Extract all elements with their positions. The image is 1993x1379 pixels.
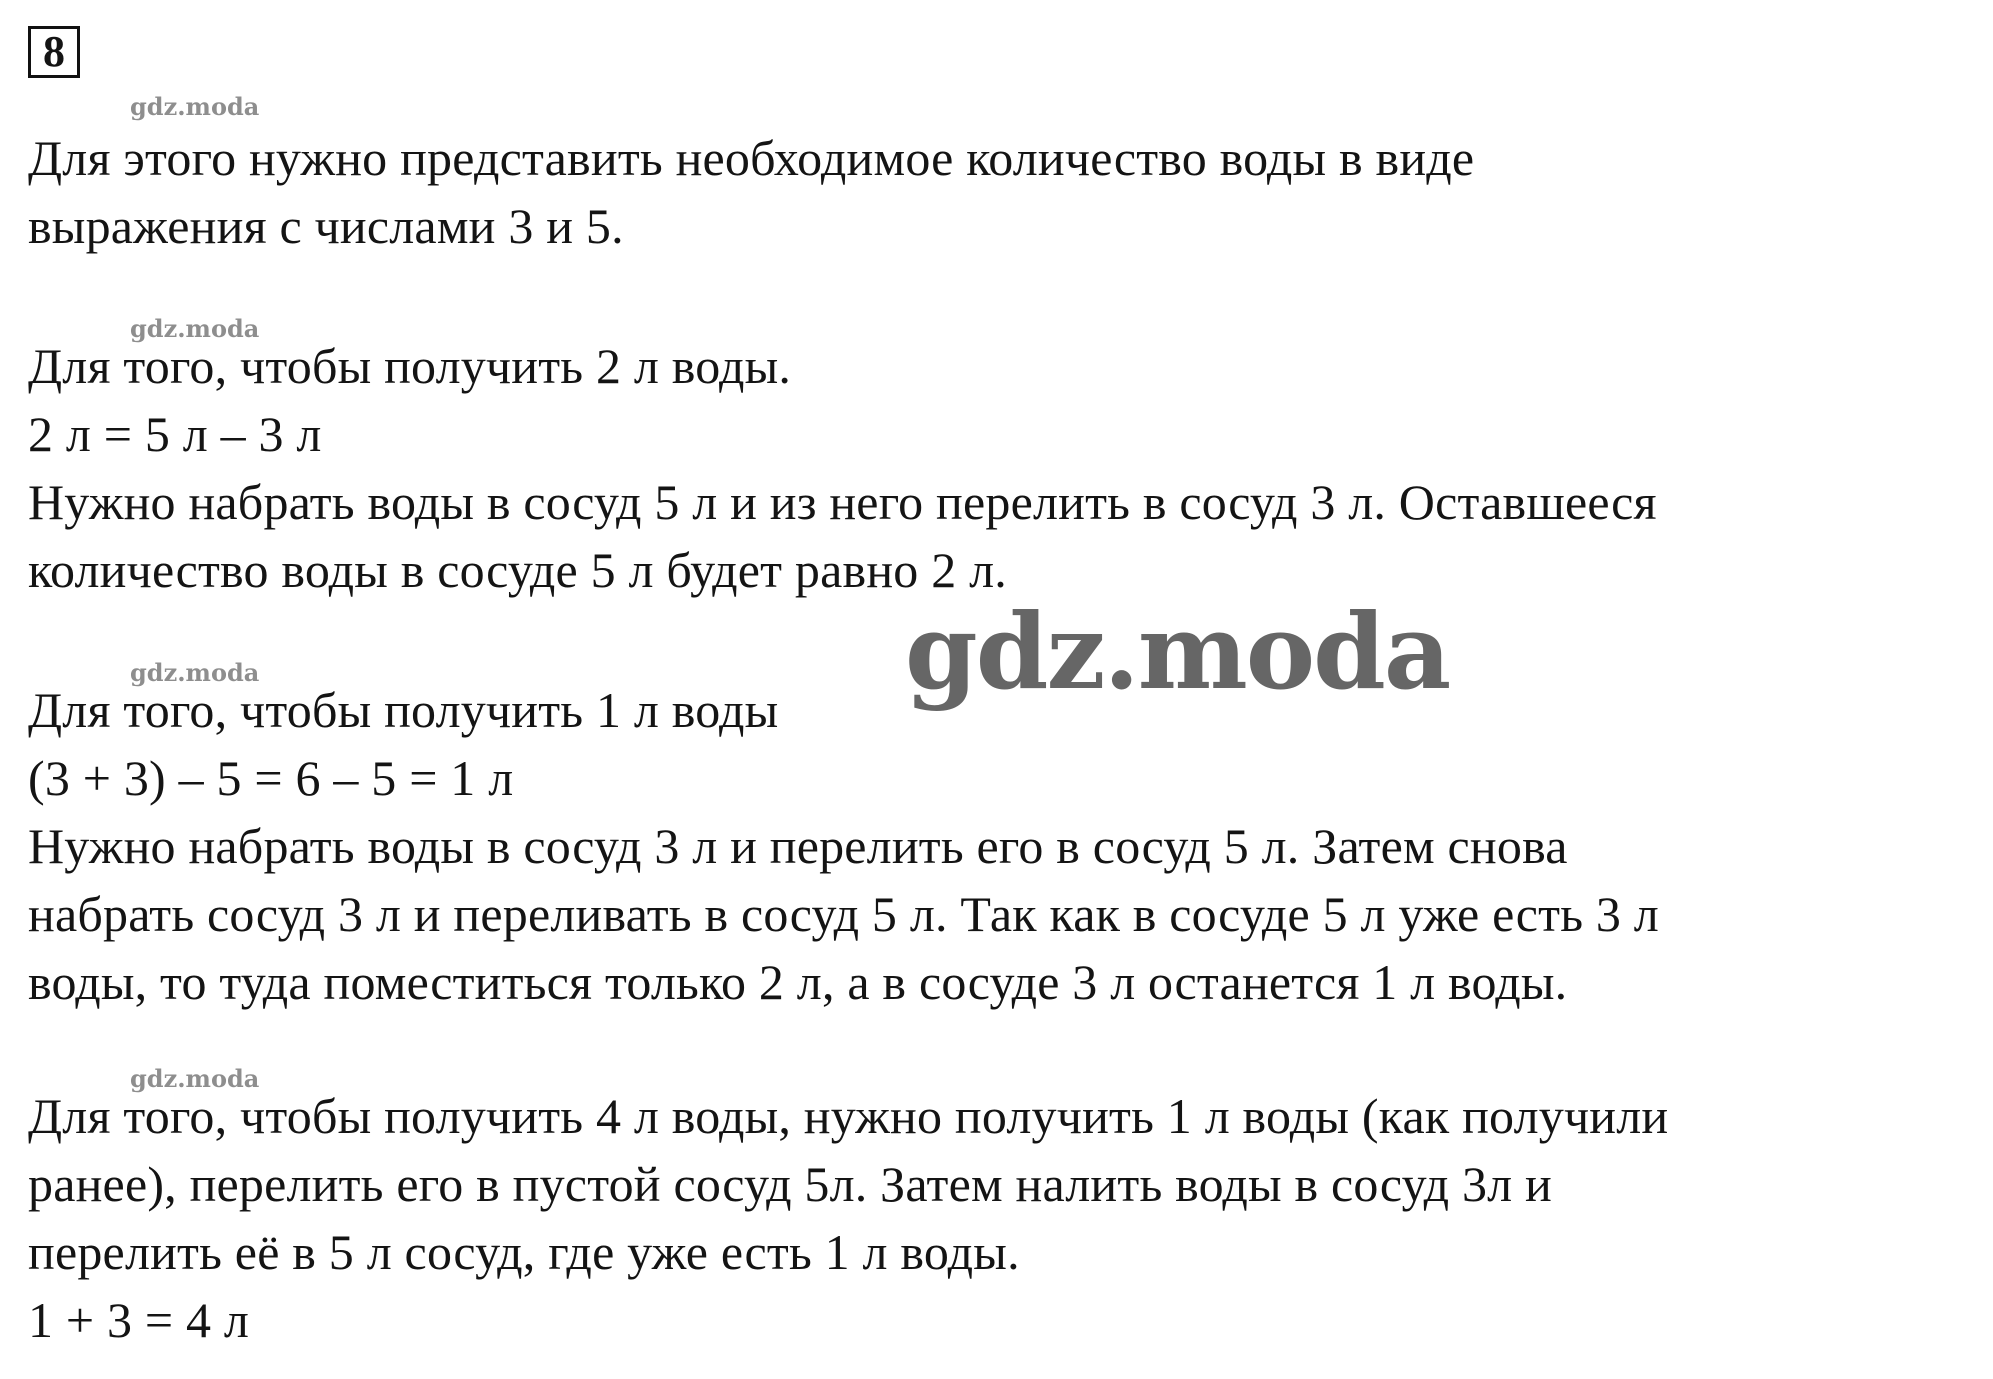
case-2l-heading: Для того, чтобы получить 2 л воды. — [28, 338, 792, 394]
intro-line-1: Для этого нужно представить необходимое количество воды в виде — [28, 130, 1475, 186]
case-4l-equation: 1 + 3 = 4 л — [28, 1292, 250, 1348]
case-2l-text-1: Нужно набрать воды в сосуд 5 л и из него перелить в сосуд 3 л. Оставшееся — [28, 474, 1657, 530]
case-1l-equation: (3 + 3) – 5 = 6 – 5 = 1 л — [28, 750, 514, 806]
case-1l-text-1: Нужно набрать воды в сосуд 3 л и перелить его в сосуд 5 л. Затем снова — [28, 818, 1568, 874]
case-4l-text-3: перелить её в 5 л сосуд, где уже есть 1 л воды. — [28, 1224, 1020, 1280]
case-1l-text-3: воды, то туда поместиться только 2 л, а в сосуде 3 л останется 1 л воды. — [28, 954, 1568, 1010]
intro-line-2: выражения с числами 3 и 5. — [28, 198, 624, 254]
case-1l-heading: Для того, чтобы получить 1 л воды — [28, 682, 779, 738]
watermark-small-4: gdz.moda — [130, 1064, 260, 1093]
case-4l-text-2: ранее), перелить его в пустой сосуд 5л. Затем налить воды в сосуд 3л и — [28, 1156, 1552, 1212]
case-4l-text-1: Для того, чтобы получить 4 л воды, нужно получить 1 л воды (как получили — [28, 1088, 1669, 1144]
watermark-small-2: gdz.moda — [130, 314, 260, 343]
case-2l-text-2: количество воды в сосуде 5 л будет равно 2 л. — [28, 542, 1007, 598]
watermark-large: gdz.moda — [905, 590, 1450, 713]
watermark-small-1: gdz.moda — [130, 92, 260, 121]
case-2l-equation: 2 л = 5 л – 3 л — [28, 406, 322, 462]
watermark-small-3: gdz.moda — [130, 658, 260, 687]
case-1l-text-2: набрать сосуд 3 л и переливать в сосуд 5 л. Так как в сосуде 5 л уже есть 3 л — [28, 886, 1659, 942]
task-number-box: 8 — [28, 26, 80, 78]
